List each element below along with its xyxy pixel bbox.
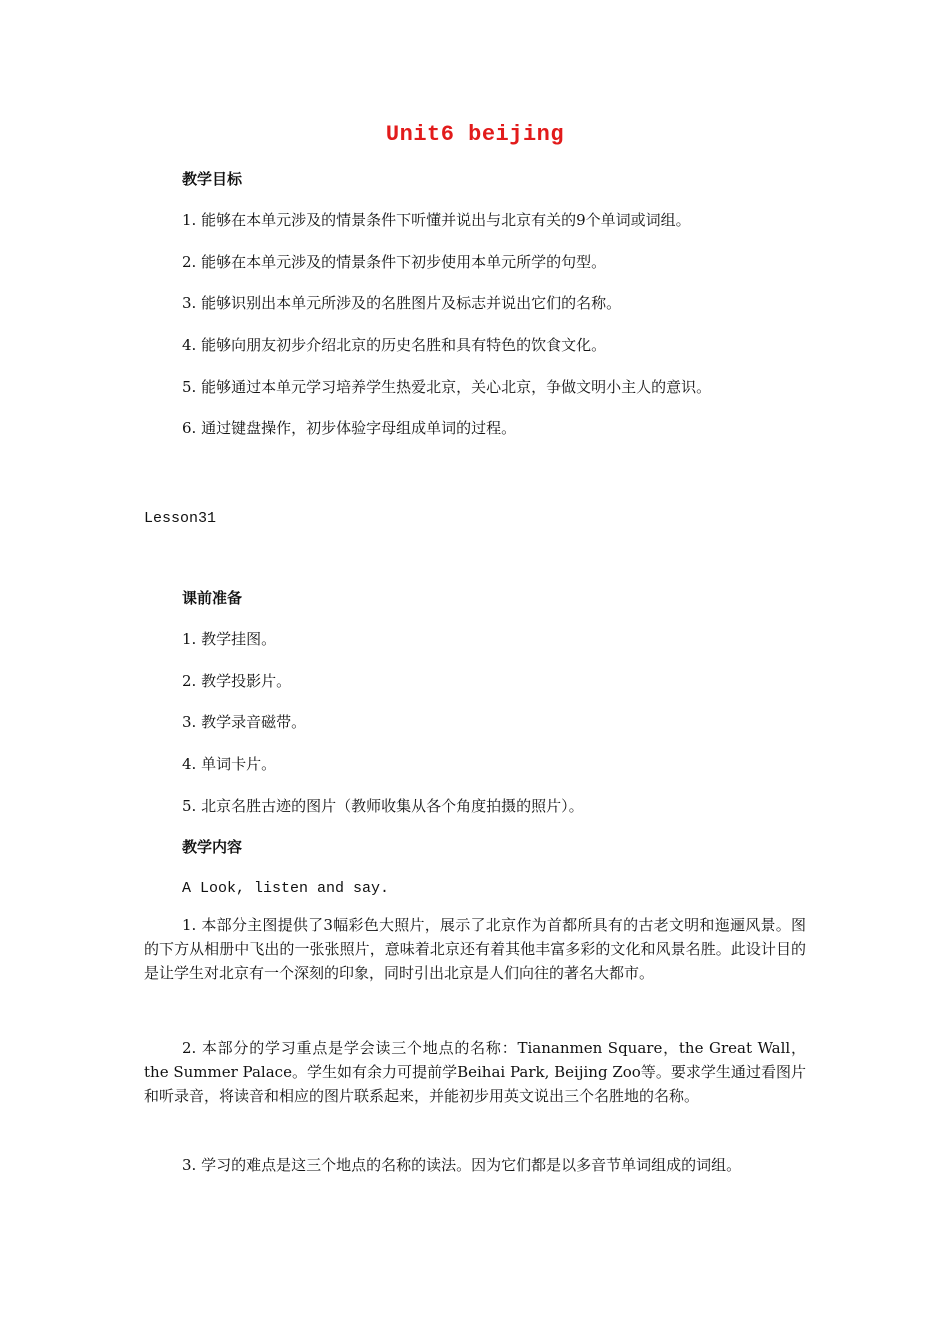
prep-heading: 课前准备 [182,589,243,607]
goal-item-2: 2. 能够在本单元涉及的情景条件下初步使用本单元所学的句型。 [182,253,607,271]
document-title: Unit6 beijing [385,122,565,147]
content-heading: 教学内容 [182,838,243,856]
prep-item-5: 5. 北京名胜古迹的图片（教师收集从各个角度拍摄的照片）。 [182,797,584,815]
content-paragraph-2: 2. 本部分的学习重点是学会读三个地点的名称：Tiananmen Square，the Great Wall，the Summer Palace。学生如有余力可提前学Beihai Park, Beijing Zoo等。要求学生通过看图片和听录音，将读音和相应的图片联系起来，并能初步用英文说出三个名胜地的名称。 [144,1039,806,1105]
content-paragraph-1: 1. 本部分主图提供了3幅彩色大照片，展示了北京作为首都所具有的古老文明和迤逦风景。图的下方从相册中飞出的一张张照片，意味着北京还有着其他丰富多彩的文化和风景名胜。此设计目的是让学生对北京有一个深刻的印象，同时引出北京是人们向往的著名大都市。 [144,916,806,982]
section-a-title: A Look, listen and say. [182,880,390,897]
goal-item-6: 6. 通过键盘操作，初步体验字母组成单词的过程。 [182,419,517,437]
lesson-label: Lesson31 [144,510,217,527]
goal-item-5: 5. 能够通过本单元学习培养学生热爱北京，关心北京，争做文明小主人的意识。 [182,378,712,396]
goal-item-4: 4. 能够向朋友初步介绍北京的历史名胜和具有特色的饮食文化。 [182,336,607,354]
prep-item-4: 4. 单词卡片。 [182,755,277,773]
prep-item-2: 2. 教学投影片。 [182,672,292,690]
prep-item-3: 3. 教学录音磁带。 [182,713,307,731]
prep-item-1: 1. 教学挂图。 [182,630,277,648]
content-paragraph-3: 3. 学习的难点是这三个地点的名称的读法。因为它们都是以多音节单词组成的词组。 [182,1156,742,1174]
goal-item-3: 3. 能够识别出本单元所涉及的名胜图片及标志并说出它们的名称。 [182,294,622,312]
goal-item-1: 1. 能够在本单元涉及的情景条件下听懂并说出与北京有关的9个单词或词组。 [182,211,691,229]
goals-heading: 教学目标 [182,170,243,188]
